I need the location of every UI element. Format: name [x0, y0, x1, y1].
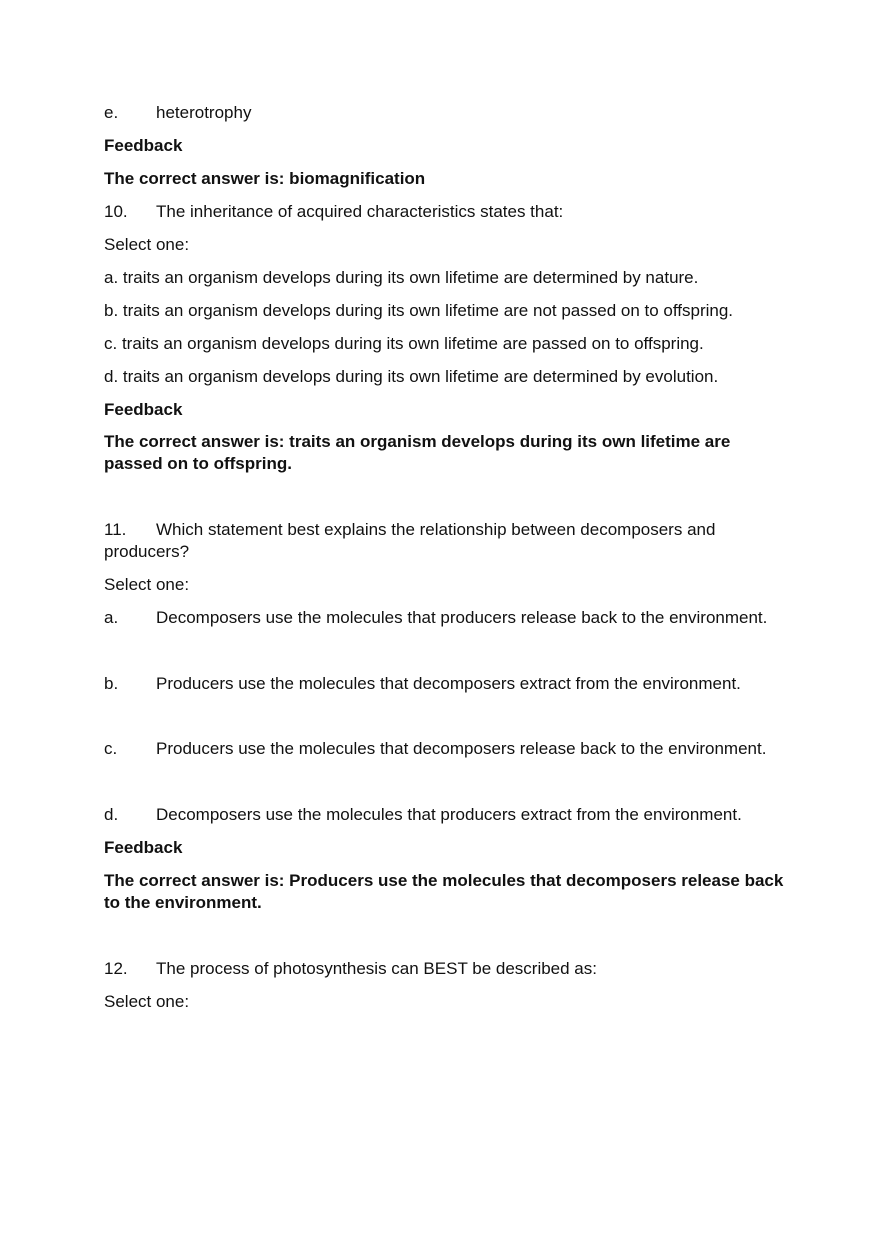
q11-correct-answer: The correct answer is: Producers use the molecules that decomposers release back to the environment.	[104, 871, 784, 912]
q12-question	[104, 958, 597, 980]
q10-option-b[interactable]: b. traits an organism develops during its own lifetime are not passed on to offspring.	[104, 301, 734, 320]
q10-question	[104, 201, 563, 223]
option-text: Decomposers use the molecules that producers extract from the environment.	[156, 805, 742, 824]
question-number: 10.	[104, 202, 128, 221]
q11-question-line1	[104, 519, 715, 541]
q11-option-d[interactable]	[104, 804, 742, 826]
q10-option-d[interactable]: d. traits an organism develops during its own lifetime are determined by evolution.	[104, 367, 719, 386]
question-text: The process of photosynthesis can BEST be described as:	[156, 959, 597, 978]
q9-correct-answer: The correct answer is: biomagnification	[104, 169, 426, 188]
question-text: The inheritance of acquired characteristics states that:	[156, 202, 564, 221]
option-letter: c.	[104, 739, 118, 758]
q9-option-e	[104, 102, 251, 124]
q10-select-label: Select one:	[104, 235, 190, 254]
option-letter: e.	[104, 103, 119, 122]
q12-select-label: Select one:	[104, 992, 190, 1011]
q11-option-c[interactable]	[104, 738, 766, 760]
q10-correct-answer: The correct answer is: traits an organism develops during its own lifetime are passed on to offspring.	[104, 432, 731, 473]
option-text: Decomposers use the molecules that producers release back to the environment.	[156, 608, 768, 627]
question-number: 11.	[104, 520, 127, 539]
q11-option-a[interactable]	[104, 607, 767, 629]
option-letter: d.	[104, 805, 119, 824]
question-text: Which statement best explains the relationship between decomposers and	[156, 520, 716, 539]
q11-question-line2: producers?	[104, 542, 190, 561]
question-number: 12.	[104, 959, 128, 978]
q10-feedback-label: Feedback	[104, 400, 183, 419]
option-letter: b.	[104, 674, 119, 693]
q9-feedback-label: Feedback	[104, 136, 183, 155]
option-text: Producers use the molecules that decomposers release back to the environment.	[156, 739, 767, 758]
q11-feedback-label: Feedback	[104, 838, 183, 857]
option-text: Producers use the molecules that decomposers extract from the environment.	[156, 674, 741, 693]
q11-option-b[interactable]	[104, 673, 741, 695]
q10-option-c[interactable]: c. traits an organism develops during its own lifetime are passed on to offspring.	[104, 334, 704, 353]
option-letter: a.	[104, 608, 119, 627]
q10-option-a[interactable]: a. traits an organism develops during its own lifetime are determined by nature.	[104, 268, 699, 287]
option-text: heterotrophy	[156, 103, 252, 122]
q11-select-label: Select one:	[104, 575, 190, 594]
